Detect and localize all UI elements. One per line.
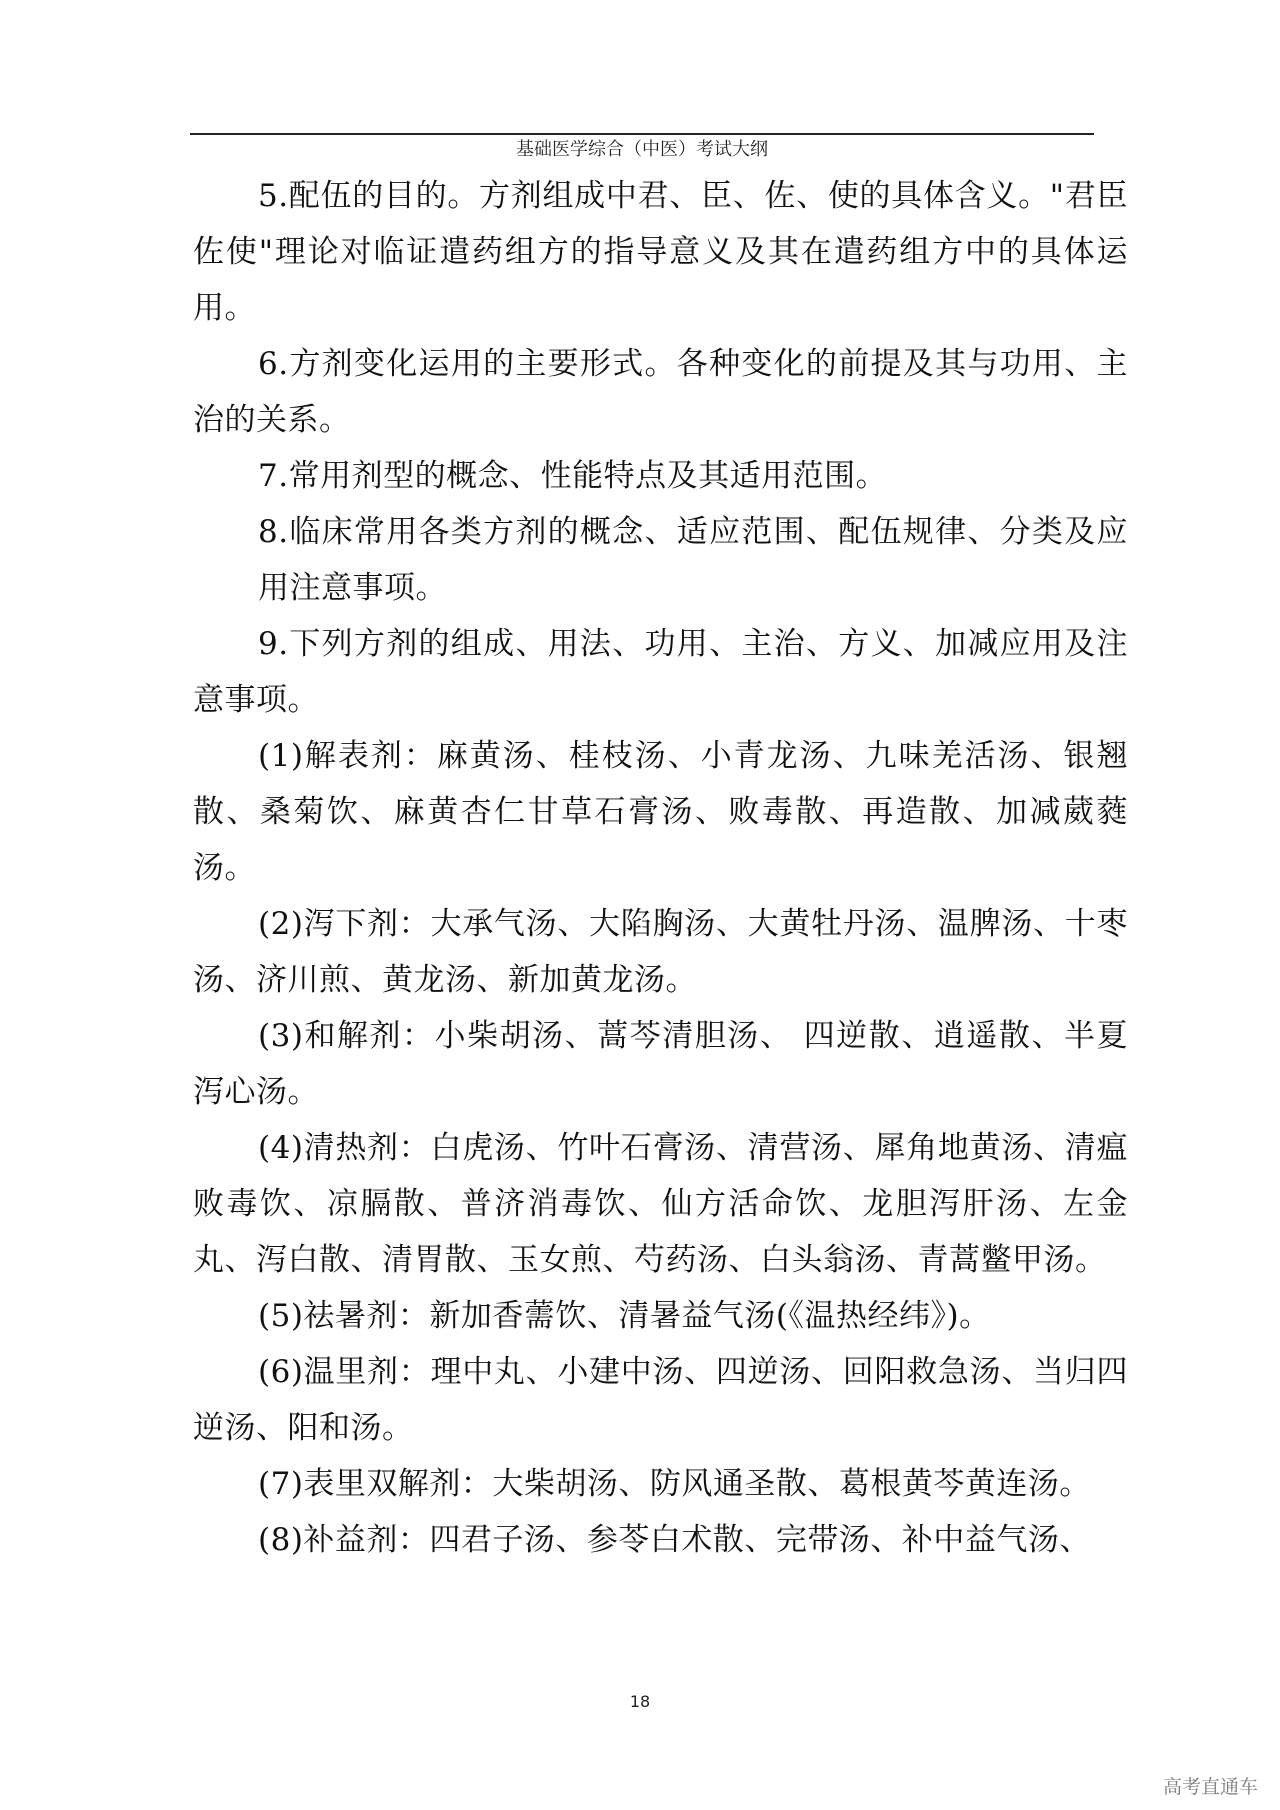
list-item-hejie: (3)和解剂：小柴胡汤、蒿芩清胆汤、 四逆散、逍遥散、半夏泻心汤。 xyxy=(193,1018,1128,1110)
watermark: 高考直通车 xyxy=(1162,1776,1258,1798)
list-item-xiexia: (2)泻下剂：大承气汤、大陷胸汤、大黄牡丹汤、温脾汤、十枣汤、济川煎、黄龙汤、新加黄龙汤。 xyxy=(193,906,1128,998)
list-item-qingre: (4)清热剂：白虎汤、竹叶石膏汤、清营汤、犀角地黄汤、清瘟败毒饮、凉膈散、普济消毒饮、仙方活命饮、龙胆泻肝汤、左金丸、泻白散、清胃散、玉女煎、芍药汤、白头翁汤、青蒿鳖甲汤。 xyxy=(193,1130,1128,1278)
paragraph-8: 8.临床常用各类方剂的概念、适应范围、配伍规律、分类及应用注意事项。 xyxy=(258,514,1128,606)
paragraph-5: 5.配伍的目的。方剂组成中君、臣、佐、使的具体含义。"君臣佐使"理论对临证遣药组方的指导意义及其在遣药组方中的具体运用。 xyxy=(193,178,1128,326)
list-item-biaolishuangjie: (7)表里双解剂：大柴胡汤、防风通圣散、葛根黄芩黄连汤。 xyxy=(258,1466,1091,1502)
paragraph-9: 9.下列方剂的组成、用法、功用、主治、方义、加减应用及注意事项。 xyxy=(193,626,1128,718)
header-rule xyxy=(190,133,1094,135)
paragraph-7: 7.常用剂型的概念、性能特点及其适用范围。 xyxy=(258,458,888,494)
list-item-wenli: (6)温里剂：理中丸、小建中汤、四逆汤、回阳救急汤、当归四逆汤、阳和汤。 xyxy=(193,1354,1128,1446)
header-title: 基础医学综合（中医）考试大纲 xyxy=(516,139,768,160)
list-item-jiebiao: (1)解表剂：麻黄汤、桂枝汤、小青龙汤、九味羌活汤、银翘散、桑菊饮、麻黄杏仁甘草石膏汤、败毒散、再造散、加减葳蕤汤。 xyxy=(193,738,1128,886)
page-number: 18 xyxy=(629,1692,651,1711)
body-text xyxy=(193,168,1128,1568)
list-item-buyi: (8)补益剂：四君子汤、参苓白术散、完带汤、补中益气汤、 xyxy=(258,1522,1091,1558)
paragraph-6: 6.方剂变化运用的主要形式。各种变化的前提及其与功用、主治的关系。 xyxy=(193,346,1128,438)
list-item-qushu: (5)祛暑剂：新加香薷饮、清暑益气汤(《温热经纬》)。 xyxy=(258,1298,991,1334)
